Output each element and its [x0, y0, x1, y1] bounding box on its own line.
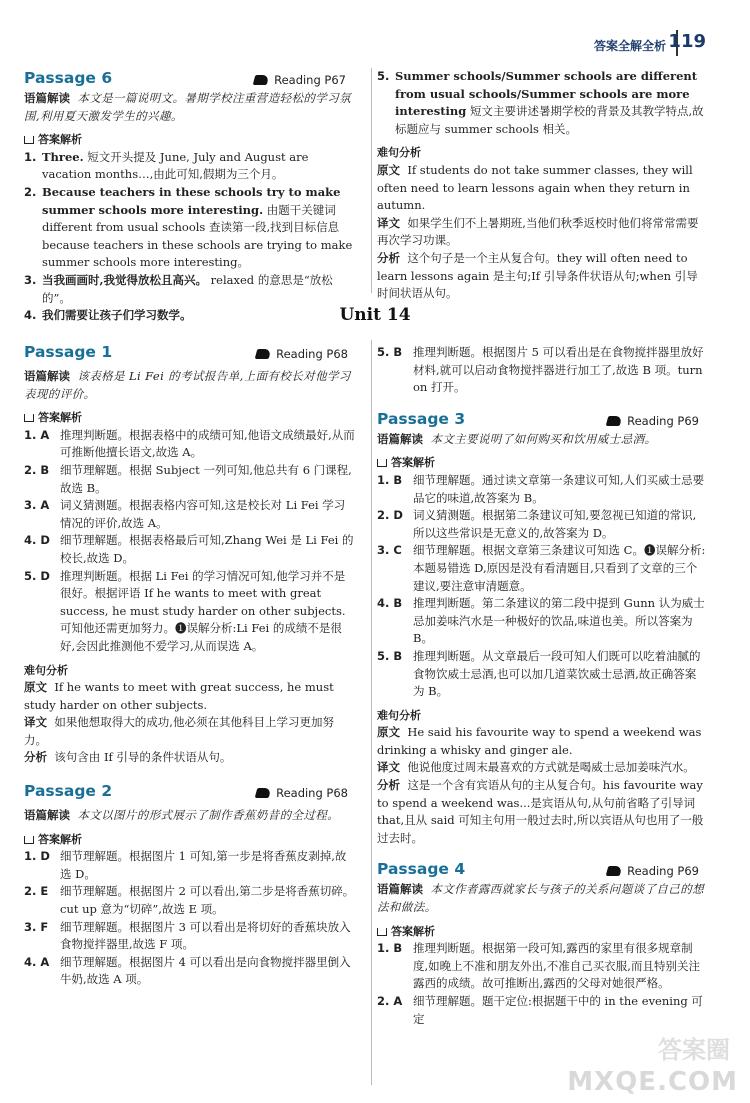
original-sentence: 原文 If students do not take summer classes, they will often need to learn lessons again when they return in autumn. [377, 162, 693, 213]
answer-item: 2. D 词义猜测题。根据第二条建议可知,要忽视已知道的常识,所以这些常识是无意义的,故答案为 D。 [377, 508, 697, 540]
passage-header [24, 783, 356, 803]
answer-item: 5. D 推理判断题。根据 Li Fei 的学习情况可知,他学习并不是很好。根据评语 If he wants to meet with great success, he must study harder on other subjects.可知他还需更加努力。❶误解分析:Li Fei 的成绩不是很好,会因此推测他不爱学习,从而误选 A。 [24, 568, 346, 653]
answer-item: 1. B 细节理解题。通过读文章第一条建议可知,人们买威士忌要品它的味道,故答案为 B。 [377, 472, 705, 505]
lock-icon [377, 928, 387, 936]
hard-sentence-heading: 难句分析 [377, 708, 421, 722]
hand-pointer-icon [255, 788, 272, 798]
watermark-logo: 答案圈 [658, 1036, 730, 1064]
lock-icon [24, 836, 34, 844]
reading-ref: Reading P67 [254, 72, 346, 90]
hand-pointer-icon [255, 349, 272, 359]
answers-heading: 答案解析 [377, 923, 707, 941]
answers-heading: 答案解析 [377, 454, 707, 472]
answer-item: 3. C 细节理解题。根据文章第三条建议可知选 C。❶误解分析:本题易错选 D,原因是没有看清题目,只看到了文章的三个建议,要注意审清题意。 [377, 543, 706, 593]
column-divider-bottom [371, 340, 372, 1085]
reading-ref: Reading P69 [607, 413, 699, 431]
passage-intro: 语篇解读 本文以图片的形式展示了制作香蕉奶昔的全过程。 [24, 808, 340, 823]
answer-item: 3. F 细节理解题。根据图片 3 可以看出是将切好的香蕉块放入食物搅拌器里,故选 F 项。 [24, 919, 351, 952]
hard-sentence-heading: 难句分析 [377, 146, 421, 160]
original-sentence: 原文 He said his favourite way to spend a weekend was drinking a whisky and ginger ale. [377, 725, 702, 757]
answer-item: 5. B 推理判断题。从文章最后一段可知人们既可以吃着油腻的食物饮威士忌酒,也可以加几道菜饮威士忌酒,故正确答案为 B。 [377, 648, 701, 699]
analysis: 分析 该句含由 If 引导的条件状语从句。 [24, 750, 232, 765]
header-title: 答案全解全析 [593, 39, 666, 53]
passage6-right [377, 68, 705, 303]
passage-header [24, 70, 354, 90]
answer-item: 2. A 细节理解题。题干定位:根据题干中的 in the evening 可定 [377, 994, 703, 1026]
answer-item: 2. B 细节理解题。根据 Subject 一列可知,他总共有 6 门课程,故选 B。 [24, 462, 352, 495]
reading-ref: Reading P68 [256, 785, 348, 803]
column-divider-top [371, 68, 372, 293]
analysis: 分析 这是一个含有宾语从句的主从复合句。his favourite way to spend a weekend was...是宾语从句,从句前省略了引导词 that,且从 said 可知主句用一般过去时,所以宾语从句也用了一般过去时。 [377, 778, 704, 845]
lock-icon [377, 459, 387, 467]
lock-icon [24, 136, 34, 144]
passage-intro: 语篇解读 本文是一篇说明文。暑期学校注重营造轻松的学习氛围,利用夏天激发学生的兴趣。 [24, 91, 352, 123]
answer-item: 3. 当我画画时,我觉得放松且高兴。 relaxed 的意思是“放松的”。 [24, 272, 333, 305]
passage-intro: 语篇解读 该表格是 Li Fei 的考试报告单,上面有校长对他学习表现的评价。 [24, 369, 351, 401]
passage-header [377, 861, 707, 881]
watermark-url: MXQE.COM [567, 1067, 738, 1097]
answer-item: 3. A 词义猜测题。根据表格内容可知,这是校长对 Li Fei 学习情况的评价,故选 A。 [24, 498, 346, 530]
answer-item: 4. A 细节理解题。根据图片 4 可以看出是向食物搅拌器里倒入牛奶,故选 A 项。 [24, 954, 351, 987]
hard-sentence-heading: 难句分析 [24, 663, 68, 677]
answer-item: 2. E 细节理解题。根据图片 2 可以看出,第二步是将香蕉切碎。cut up 意为“切碎”,故选 E 项。 [24, 884, 355, 917]
passage-intro: 语篇解读 本文作者露西就家长与孩子的关系问题谈了自己的想法和做法。 [377, 882, 705, 915]
unit14-left [24, 344, 356, 989]
translation: 译文 如果学生们不上暑期班,当他们秋季返校时他们将常常需要再次学习功课。 [377, 215, 699, 248]
passage-header [24, 344, 356, 364]
answer-item: 4. B 推理判断题。第二条建议的第二段中提到 Gunn 认为威士忌加姜味汽水是一种极好的饮品,味道也美。所以答案为 B。 [377, 596, 705, 646]
hand-pointer-icon [606, 866, 623, 876]
answer-item: 4. 我们需要让孩子们学习数学。 [24, 308, 192, 323]
answer-item: 1. A 推理判断题。根据表格中的成绩可知,他语文成绩最好,从而可推断他擅长语文,故选 A。 [24, 427, 355, 460]
unit-title: Unit 14 [339, 305, 411, 325]
passage6-left [24, 70, 354, 325]
answers-heading: 答案解析 [24, 831, 356, 849]
translation: 译文 如果他想取得大的成功,他必须在其他科目上学习更加努力。 [24, 715, 334, 747]
passage-header [377, 411, 707, 431]
reading-ref: Reading P68 [256, 346, 348, 364]
analysis: 分析 这个句子是一个主从复合句。they will often need to learn lessons again 是主句;If 引导条件状语从句;when 引导时间状语从句。 [377, 250, 698, 301]
answer-item: 5. Summer schools/Summer schools are different from usual schools/Summer schools are more interesting 短文主要讲述暑期学校的背景及其教学特点,故标题应与 summer schools 相关。 [377, 69, 704, 136]
answer-item: 2. Because teachers in these schools try to make summer schools more interesting. 由题干关键词 different from usual schools 查读第一段,找到目标信息 because teachers in these schools are trying to make summer schools more interesting。 [24, 184, 353, 270]
original-sentence: 原文 If he wants to meet with great success, he must study harder on other subjects. [24, 680, 334, 712]
passage-title: Passage 4 [377, 860, 466, 879]
hand-pointer-icon [253, 75, 270, 85]
passage-title: Passage 1 [24, 343, 113, 361]
hand-pointer-icon [606, 416, 623, 426]
unit14-right [377, 344, 707, 1028]
passage-intro: 语篇解读 本文主要说明了如何购买和饮用威士忌酒。 [377, 431, 657, 446]
answer-item: 1. D 细节理解题。根据图片 1 可知,第一步是将香蕉皮剥掉,故选 D。 [24, 849, 347, 881]
answer-item: 1. B 推理判断题。根据第一段可知,露西的家里有很多规章制度,如晚上不准和朋友外出,不准自己买衣服,而且特别关注露西的成绩。故可推断出,露西的父母对她很严格。 [377, 941, 700, 991]
answer-item: 5. B 推理判断题。根据图片 5 可以看出是在食物搅拌器里放好材料,就可以启动食物搅拌器进行加工了,故选 B 项。turn on 打开。 [377, 345, 704, 395]
translation: 译文 他说他度过周末最喜欢的方式就是喝威士忌加姜味汽水。 [377, 760, 695, 775]
answers-heading: 答案解析 [24, 409, 356, 427]
reading-ref: Reading P69 [607, 863, 699, 881]
answer-item: 4. D 细节理解题。根据表格最后可知,Zhang Wei 是 Li Fei 的校长,故选 D。 [24, 533, 354, 565]
passage-title: Passage 6 [24, 69, 113, 87]
answer-item: 1. Three. 短文开头提及 June, July and August are vacation months…,由此可知,假期为三个月。 [24, 149, 309, 182]
passage-title: Passage 3 [377, 409, 466, 428]
answers-heading: 答案解析 [24, 131, 354, 149]
page-number: 119 [668, 31, 706, 52]
lock-icon [24, 414, 34, 422]
passage-title: Passage 2 [24, 782, 113, 801]
